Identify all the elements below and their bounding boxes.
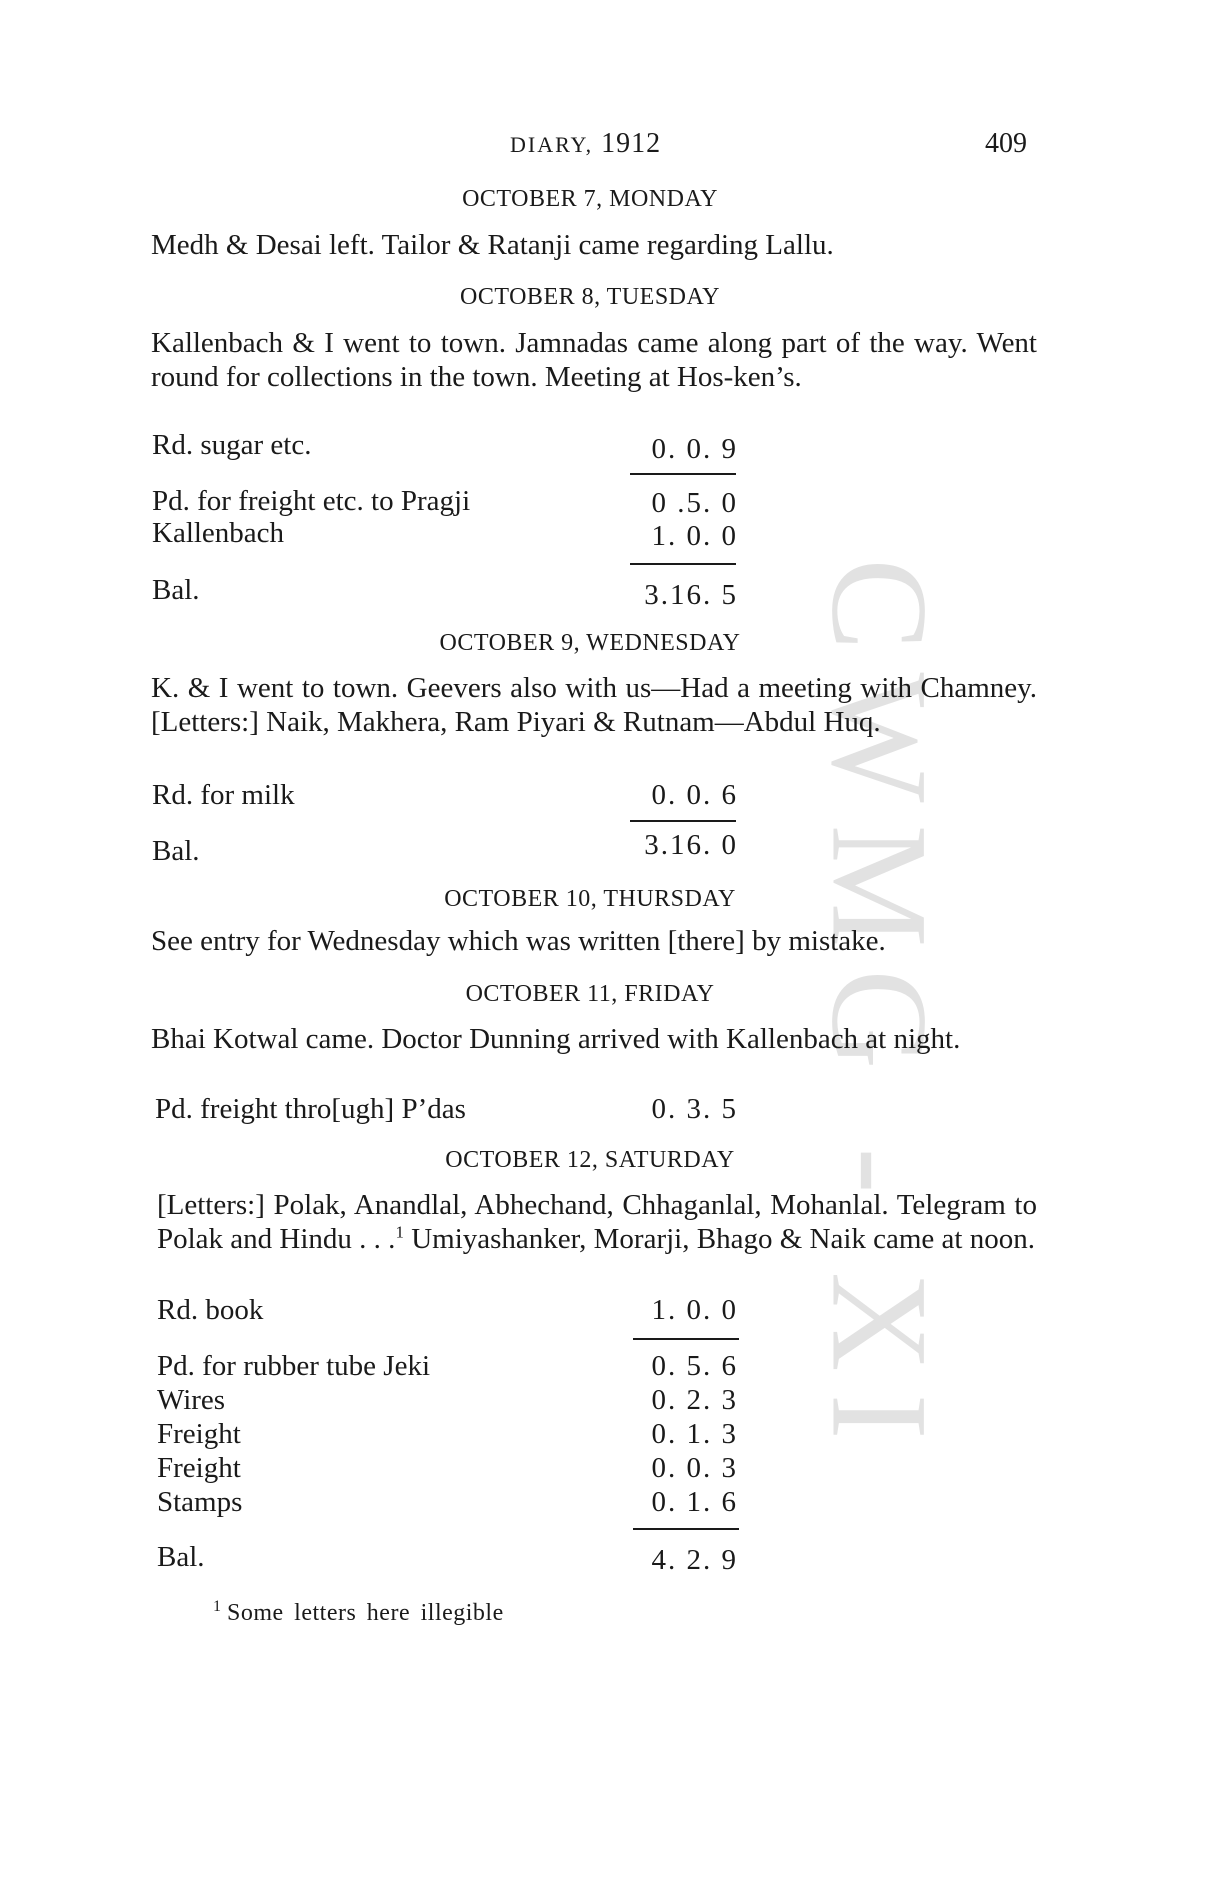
entry-heading-oct-11: OCTOBER 11, FRIDAY xyxy=(465,981,715,1007)
entry-heading-oct-7: OCTOBER 7, MONDAY xyxy=(462,186,718,212)
entry-text-oct-8: Kallenbach & I went to town. Jamnadas came along part of the way. Went round for collections in the town. Meeting at Hos-ken’s. xyxy=(151,327,1037,393)
account-label: Bal. xyxy=(152,835,200,867)
page-number: 409 xyxy=(985,128,1027,159)
account-amount: 0. 0. 6 xyxy=(651,779,738,811)
entry-heading-oct-8: OCTOBER 8, TUESDAY xyxy=(460,284,720,310)
account-amount: 0. 0. 9 xyxy=(651,433,738,465)
entry-text-part: [Letters:] Polak, Anandlal, Abhechand, Chhaganlal, Mohanlal. Telegram to Polak and Hindu . . . xyxy=(157,1189,1037,1255)
account-amount: 0. 3. 5 xyxy=(651,1093,738,1125)
account-amount: 0. 2. 3 xyxy=(651,1384,738,1416)
running-title-label: DIARY, xyxy=(510,132,594,157)
account-label: Pd. freight thro[ugh] P’das xyxy=(155,1093,466,1125)
account-label: Rd. for milk xyxy=(152,779,295,811)
account-amount: 3.16. 0 xyxy=(644,829,738,861)
account-label: Freight xyxy=(157,1452,241,1484)
account-amount: 0. 5. 6 xyxy=(651,1350,738,1382)
entry-heading-oct-10: OCTOBER 10, THURSDAY xyxy=(444,886,736,912)
account-label: Wires xyxy=(157,1384,226,1416)
sum-rule xyxy=(630,563,736,565)
account-label: Stamps xyxy=(157,1486,243,1518)
footnote xyxy=(213,1600,504,1627)
account-amount: 3.16. 5 xyxy=(644,579,738,611)
entry-text-oct-11: Bhai Kotwal came. Doctor Dunning arrived with Kallenbach at night. xyxy=(151,1023,961,1055)
account-label: Freight xyxy=(157,1418,241,1450)
account-amount: 4. 2. 9 xyxy=(651,1544,738,1576)
sum-rule xyxy=(630,473,736,475)
watermark: CWMG - XI xyxy=(803,558,957,1462)
account-amount: 0. 1. 3 xyxy=(651,1418,738,1450)
sum-rule xyxy=(630,820,736,822)
sum-rule xyxy=(633,1528,739,1530)
entry-text-oct-10: See entry for Wednesday which was written [there] by mistake. xyxy=(151,925,886,957)
account-label: Kallenbach xyxy=(152,517,285,549)
running-head xyxy=(0,128,1229,168)
account-label: Rd. book xyxy=(157,1294,264,1326)
account-label: Bal. xyxy=(152,574,200,606)
footnote-text: Some letters here illegible xyxy=(227,1600,504,1626)
entry-heading-oct-12: OCTOBER 12, SATURDAY xyxy=(445,1147,735,1173)
account-label: Bal. xyxy=(157,1541,205,1573)
running-title-year: 1912 xyxy=(601,128,662,159)
account-amount: 0. 1. 6 xyxy=(651,1486,738,1518)
account-amount: 0 .5. 0 xyxy=(651,487,738,519)
footnote-reference: 1 xyxy=(395,1222,404,1242)
running-title xyxy=(510,128,661,160)
entry-text-part: Umiyashanker, Morarji, Bhago & Naik came at noon. xyxy=(403,1223,1035,1255)
footnote-marker: 1 xyxy=(213,1598,221,1615)
entry-text-oct-9: K. & I went to town. Geevers also with us—Had a meeting with Chamney. [Letters:] Naik, Makhera, Ram Piyari & Rutnam—Abdul Huq. xyxy=(151,672,1037,738)
sum-rule xyxy=(633,1338,739,1340)
entry-heading-oct-9: OCTOBER 9, WEDNESDAY xyxy=(439,630,741,656)
account-amount: 0. 0. 3 xyxy=(651,1452,738,1484)
entry-text-oct-12 xyxy=(157,1188,1037,1256)
account-label: Rd. sugar etc. xyxy=(152,429,312,461)
account-label: Pd. for freight etc. to Pragji xyxy=(152,485,471,517)
account-amount: 1. 0. 0 xyxy=(651,520,738,552)
account-amount: 1. 0. 0 xyxy=(651,1294,738,1326)
account-label: Pd. for rubber tube Jeki xyxy=(157,1350,431,1382)
entry-text-oct-7: Medh & Desai left. Tailor & Ratanji came regarding Lallu. xyxy=(151,229,834,261)
